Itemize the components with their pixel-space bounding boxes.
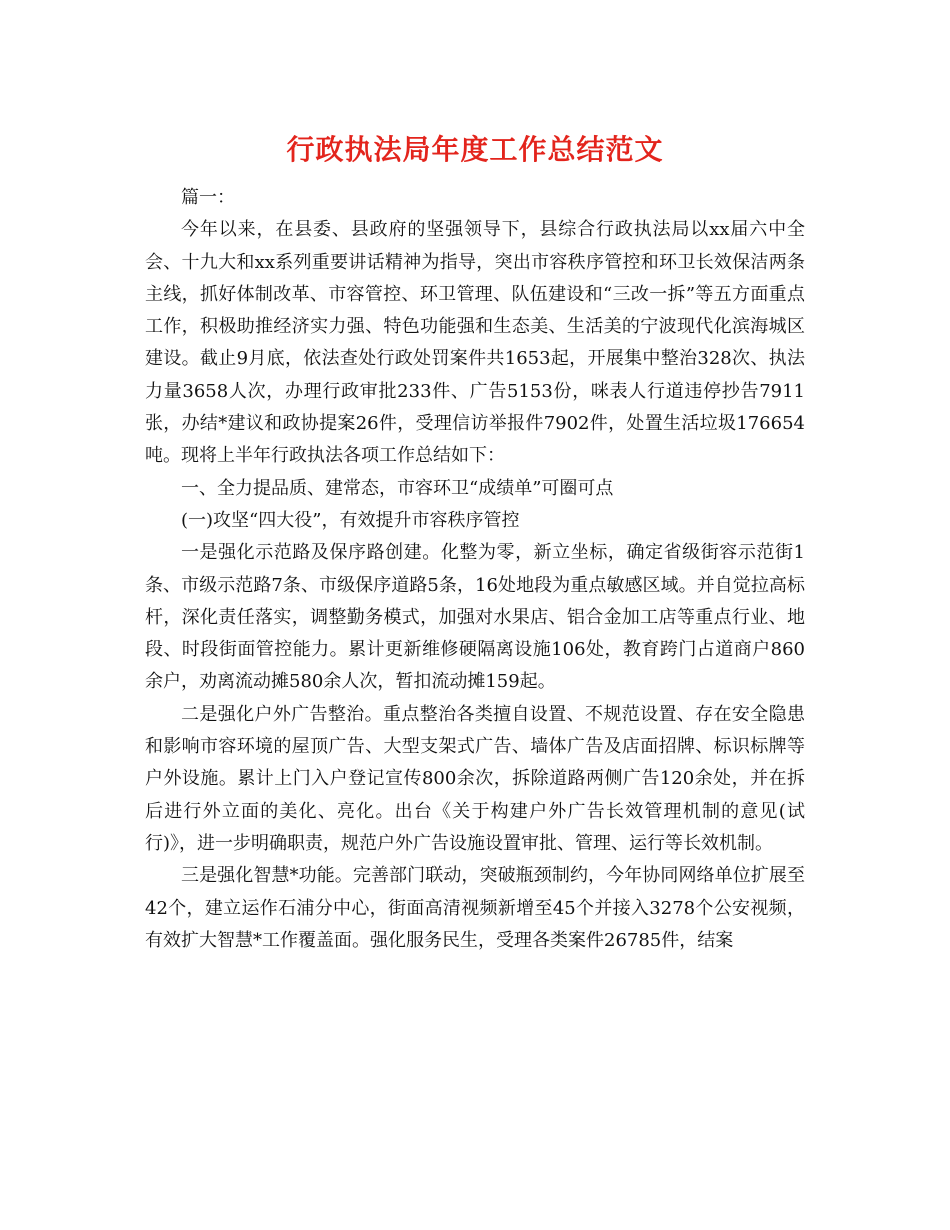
heading-subsection-one: (一)攻坚“四大役”，有效提升市容秩序管控 [181, 509, 520, 531]
paragraph-section-label: 篇一： [181, 187, 235, 208]
paragraph-intro: 今年以来，在县委、县政府的坚强领导下，县综合行政执法局以xx届六中全会、十九大和xx系列重要讲话精神为指导，突出市容秩序管控和环卫长效保洁两条主线，抓好体制改革、市容管控、环卫管理、队伍建设和“三改一拆”等五方面重点工作，积极助推经济实力强、特色功能强和生态美、生活美的宁波现代化滨海城区建设。截止9月底，依法查处行政处罚案件共1653起，开展集中整治328次、执法力量3658人次，办理行政审批233件、广告5153份，咪表人行道违停抄告7911张，办结*建议和政协提案26件，受理信访举报件7902件，处置生活垃圾176654吨。现将上半年行政执法各项工作总结如下： [145, 219, 805, 467]
paragraph-item-two: 二是强化户外广告整治。重点整治各类擅自设置、不规范设置、存在安全隐患和影响市容环境的屋顶广告、大型支架式广告、墙体广告及店面招牌、标识标牌等户外设施。累计上门入户登记宣传800余次，拆除道路两侧广告120余处，并在拆后进行外立面的美化、亮化。出台《关于构建户外广告长效管理机制的意见(试行)》，进一步明确职责，规范户外广告设施设置审批、管理、运行等长效机制。 [145, 703, 805, 854]
paragraph-item-three: 三是强化智慧*功能。完善部门联动，突破瓶颈制约，今年协同网络单位扩展至42个，建立运作石浦分中心，街面高清视频新增至45个并接入3278个公安视频，有效扩大智慧*工作覆盖面。强化服务民生，受理各类案件26785件，结案 [145, 865, 805, 951]
document-body [145, 182, 805, 957]
document-title: 行政执法局年度工作总结范文 [286, 133, 664, 166]
paragraph-item-one: 一是强化示范路及保序路创建。化整为零，新立坐标，确定省级街容示范街1条、市级示范路7条、市级保序道路5条，16处地段为重点敏感区域。并自觉拉高标杆，深化责任落实，调整勤务模式，加强对水果店、铝合金加工店等重点行业、地段、时段街面管控能力。累计更新维修硬隔离设施106处，教育跨门占道商户860余户，劝离流动摊580余人次，暂扣流动摊159起。 [145, 542, 805, 693]
heading-section-one: 一、全力提品质、建常态，市容环卫“成绩单”可圈可点 [181, 477, 614, 499]
